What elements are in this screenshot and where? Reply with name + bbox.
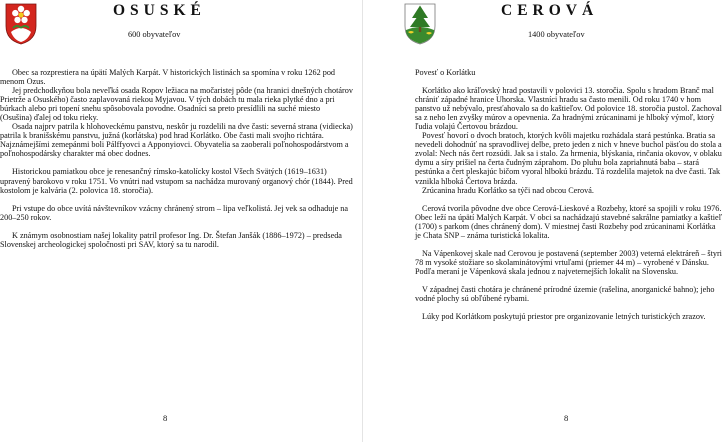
paragraph: Historickou pamiatkou obce je renesančný rímsko-katolícky kostol Všech Svätých (1619–1631) upravený barokovo v roku 1751. Vo vnútri nad vstupom sa nachádza murovaný organový chór (1844). Pred kostolom je kalvária (2. polovica 18. storočia). xyxy=(0,167,353,195)
paragraph: K známym osobnostiam našej lokality patril profesor Ing. Dr. Štefan Janšák (1886–1972) – predseda Slovenskej archeologickej spoločnosti pri SAV, ktorý sa tu narodil. xyxy=(0,230,342,249)
paragraph: V západnej časti chotára je chránené prírodné územie (rašelina, anorganické bahno); jeho vodné plochy sú obľúbené rybami. xyxy=(415,284,715,303)
left-body-text xyxy=(0,68,353,249)
paragraph: Osada najprv patrila k hlohoveckému panstvu, neskôr ju rozdelili na dve časti: severná strana (vidiecka) patrila k branišskému panstvu, južná (korlátska) pod hrad Korlátko. Obe časti mali svojho richtára. Najznámejšími zemepánmi boli Pálffyovci a Apponyiovci. Obyvatelia sa zaoberali poľnohospodárstvom a poľnohospodársky charakter má obec dodnes. xyxy=(0,122,353,159)
population-caption: 600 obyvateľov xyxy=(128,30,181,39)
paragraph: Povesť hovorí o dvoch bratoch, ktorých kvôli majetku rozhádala stará pestúnka. Bratia sa nevedeli dohodnúť na spravodlivej delbe, preto jeden z nich v hneve buchol päsťou do stola a zvolal: Nech nás čert rozsúdi. Jak sa i stalo. Za hrmenia, blýskania, rinčania okovov, v oblaku dymu a síry prišiel na čerta čudným záprahom. Do pluhu bola zapriahnutá baba – stará pestúnka a čert pleskajúc bičom vyoral hlbokú brázdu. Tá rozdelila majetok na dve časti. Tak vznikla hlboká Čertova brázda. xyxy=(415,131,722,186)
page-number: 8 xyxy=(163,413,168,423)
paragraph: Na Vápenkovej skale nad Cerovou je postavená (september 2003) veterná elektráreň – štyri 78 m vysoké stožiare so skolaminátovými vrtuľami (priemer 44 m) – vyrobené v Dánsku. Podľa meraní je Vápenková skala jednou z najveternejších lokalít na Slovensku. xyxy=(415,248,722,276)
paragraph: Lúky pod Korlátkom poskytujú priestor pre organizovanie letných turistických zrazov. xyxy=(422,312,706,322)
left-page xyxy=(0,0,362,442)
paragraph: Jej predchodkyňou bola neveľká osada Ropov ležiaca na močaristej pôde (na hranici dnešných chotárov Prietrže a Osuského) často zaplavovaná riekou Myjavou. V tých dobách tu mala rieka plytké dno a pri búrkach alebo pri topení snehu spôsobovala povodne. Osadníci sa preto presídlili na suché miesto (Osušina) ďalej od toku rieky. xyxy=(0,86,353,123)
paragraph: Obec sa rozprestiera na úpätí Malých Karpát. V historických listinách sa spomína v roku 1262 pod menom Ozus. xyxy=(0,68,336,87)
cerova-coat-of-arms xyxy=(403,2,437,46)
paragraph: Korlátko ako kráľovský hrad postavili v polovici 13. storočia. Spolu s hradom Branč mal chrániť západné hranice Uhorska. Vlastníci hradu sa často menili. Od roku 1740 v hom panstvo už nebývalo, presťahovalo sa do kaštieľov. Od polovice 18. storočia pustol. Zachoval sa z neho len zvyšky múrov a opevnenia. Za hradnými zrúcaninami je hlboký výmoľ, ktorý ľudia volajú Čertovou brázdou. xyxy=(415,86,722,132)
page-title: CEROVÁ xyxy=(501,2,599,19)
section-heading: Povesť o Korlátku xyxy=(415,68,476,77)
osuske-coat-of-arms xyxy=(4,2,38,46)
population-caption: 1400 obyvateľov xyxy=(528,30,585,39)
page-title: OSUSKÉ xyxy=(113,2,206,19)
paragraph: Cerová tvorila pôvodne dve obce Cerová-Lieskové a Rozbehy, ktoré sa spojili v roku 1976. Obec leží na úpätí Malých Karpát. V obci sa nachádzajú stavebné sakrálne pamiatky a kaštieľ (1700) s parkom (dnes chránený dom). V miestnej časti Rozbehy pod zrúcaninami Korlátka je Chata SNP – známa turistická lokalita. xyxy=(415,203,722,240)
right-body-text xyxy=(415,68,722,321)
paragraph: Pri vstupe do obce uvítá návštevníkov vzácny chránený strom – lipa veľkolistá. Jej vek sa odhaduje na 200–250 rokov. xyxy=(0,203,348,222)
paragraph: Zrúcanina hradu Korlátko sa týči nad obcou Cerová. xyxy=(422,185,594,195)
right-page xyxy=(363,0,725,442)
page-number: 8 xyxy=(564,413,569,423)
